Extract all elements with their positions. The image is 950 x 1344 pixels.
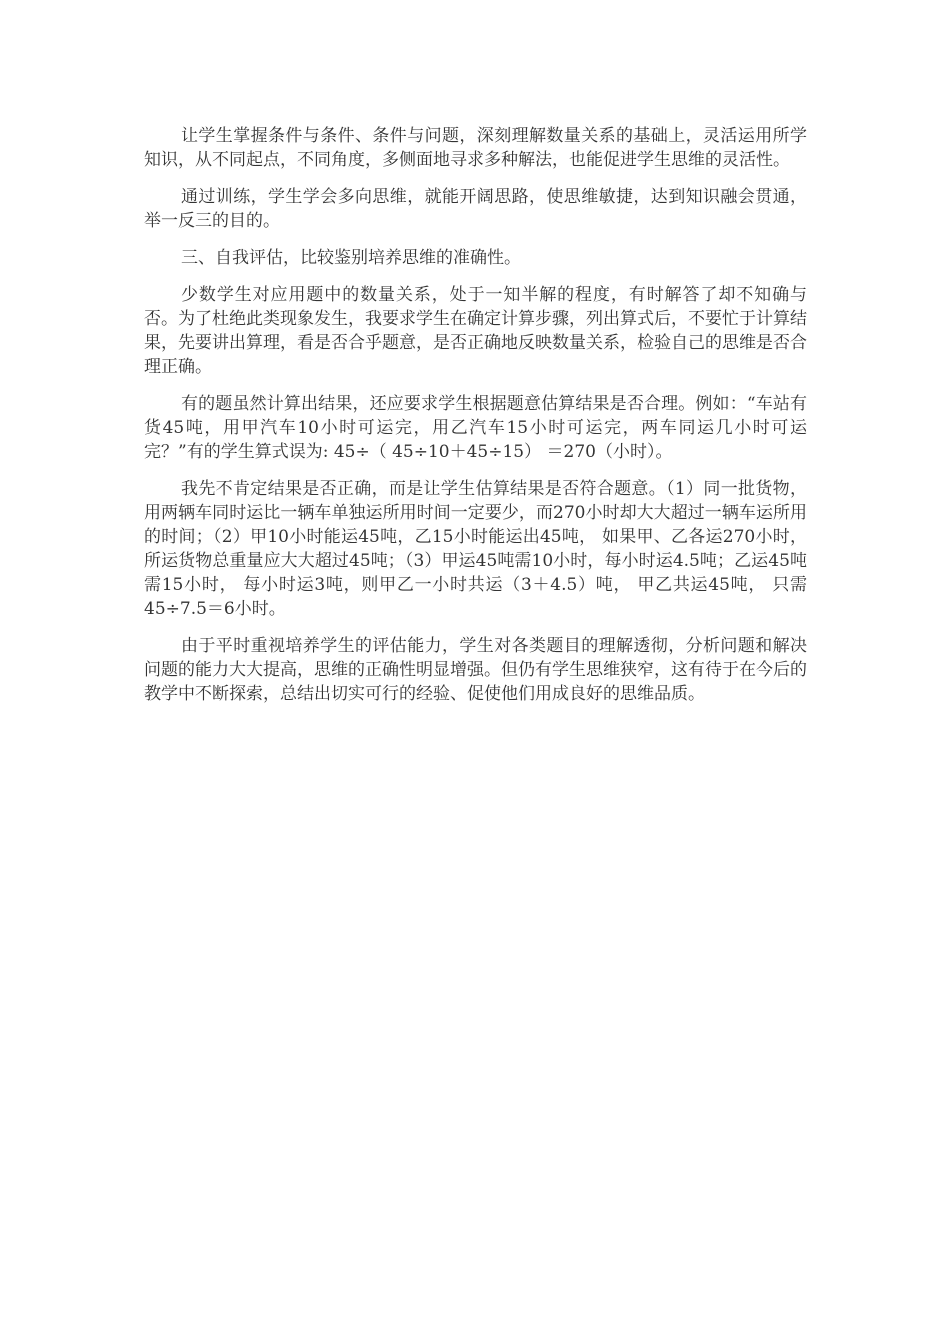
paragraph-5: 我先不肯定结果是否正确，而是让学生估算结果是否符合题意。（1）同一批货物，用两辆车同时运比一辆车单独运所用时间一定要少，而270小时却大大超过一辆车运所用的时间；（2）甲10小时能运45吨，乙15小时能运出45吨， 如果甲、乙各运270小时，所运货物总重量应大大超过45吨；（3）甲运45吨需10小时，每小时运4.5吨；乙运45吨需15小时， 每小时运3吨，则甲乙一小时共运（3＋4.5）吨， 甲乙共运45吨， 只需45÷7.5＝6小时。 [144,479,807,619]
document-body [144,124,807,719]
paragraph-1: 让学生掌握条件与条件、条件与问题，深刻理解数量关系的基础上，灵活运用所学知识，从不同起点，不同角度，多侧面地寻求多种解法，也能促进学生思维的灵活性。 [144,126,807,170]
section-heading: 三、自我评估，比较鉴别培养思维的准确性。 [181,248,521,268]
paragraph-6: 由于平时重视培养学生的评估能力，学生对各类题目的理解透彻，分析问题和解决问题的能力大大提高，思维的正确性明显增强。但仍有学生思维狭窄，这有待于在今后的教学中不断探索，总结出切实可行的经验、促使他们用成良好的思维品质。 [144,636,807,704]
paragraph-3: 少数学生对应用题中的数量关系，处于一知半解的程度，有时解答了却不知确与否。为了杜绝此类现象发生，我要求学生在确定计算步骤，列出算式后，不要忙于计算结果，先要讲出算理，看是否合乎题意，是否正确地反映数量关系，检验自己的思维是否合理正确。 [144,285,807,377]
paragraph-4: 有的题虽然计算出结果，还应要求学生根据题意估算结果是否合理。例如：“车站有货45吨，用甲汽车10小时可运完，用乙汽车15小时可运完，两车同运几小时可运完？”有的学生算式误为: 45÷（ 45÷10＋45÷15） ＝270（小时）。 [144,394,807,462]
paragraph-2: 通过训练，学生学会多向思维，就能开阔思路，使思维敏捷，达到知识融会贯通，举一反三的目的。 [144,187,807,231]
